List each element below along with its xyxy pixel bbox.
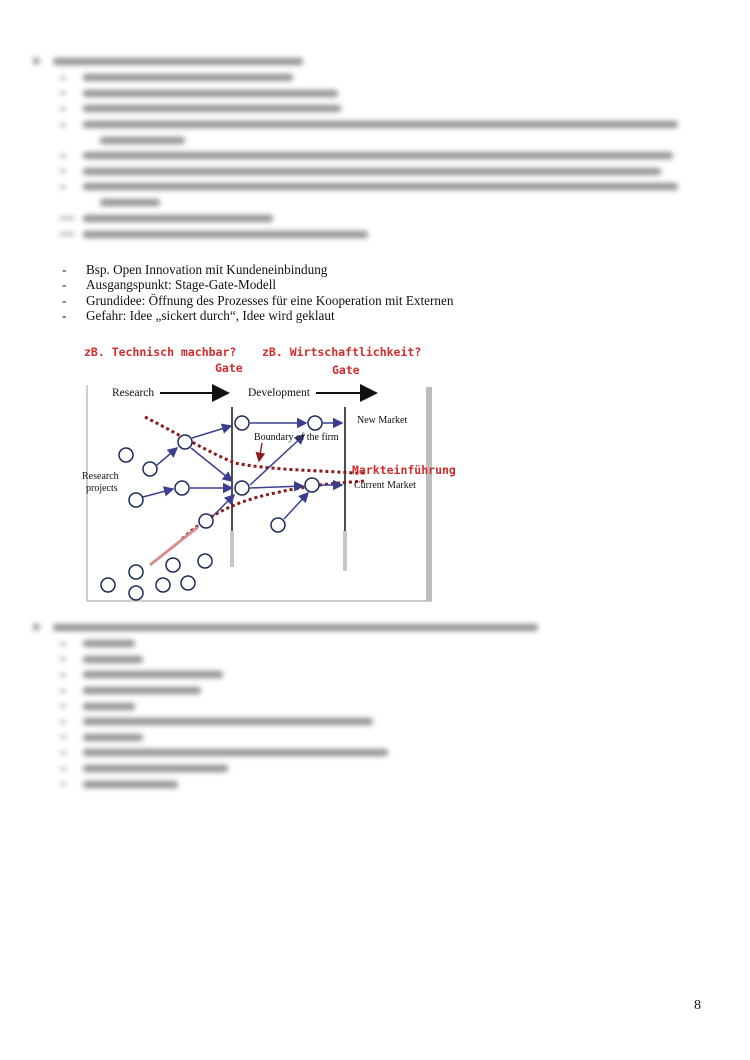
blurred-row [60, 226, 678, 242]
blurred-row [60, 70, 678, 86]
bullet-list [62, 262, 453, 324]
list-item: - Ausgangspunkt: Stage-Gate-Modell [62, 277, 277, 293]
blurred-row [60, 652, 538, 668]
blurred-row [60, 683, 538, 699]
development-stage-label: Development [248, 387, 310, 399]
blurred-row [60, 179, 678, 195]
boundary-label: Boundary of the firm [254, 432, 339, 443]
gate2-word: Gate [332, 363, 360, 377]
blurred-row [60, 117, 678, 133]
blurred-row [60, 148, 678, 164]
blurred-section-bottom [34, 618, 538, 792]
blurred-heading [34, 618, 538, 636]
research-projects-label-2: projects [86, 483, 118, 494]
blurred-row [60, 730, 538, 746]
blurred-section-top [34, 52, 678, 242]
blurred-row [60, 210, 678, 226]
current-market-label: Current Market [354, 480, 416, 491]
arrow-bullet-icon [34, 623, 41, 631]
gate2-annotation: zB. Wirtschaftlichkeit? [262, 345, 422, 359]
blurred-row [60, 667, 538, 683]
blurred-row [60, 636, 538, 652]
blurred-row [60, 714, 538, 730]
blurred-heading [34, 52, 678, 70]
blurred-row [60, 745, 538, 761]
blurred-text [53, 58, 303, 65]
list-item: - Bsp. Open Innovation mit Kundeneinbindung [62, 262, 328, 277]
list-item: - Grundidee: Öffnung des Prozesses für eine Kooperation mit Externen [62, 292, 454, 308]
markteinfuehrung-annotation: Markteinführung [352, 463, 456, 477]
blurred-row [60, 86, 678, 102]
blurred-row [60, 761, 538, 777]
open-innovation-diagram [70, 335, 456, 610]
gate1-annotation: zB. Technisch machbar? [84, 345, 237, 359]
blurred-row [100, 195, 678, 211]
blurred-row [60, 776, 538, 792]
blurred-row [100, 132, 678, 148]
arrow-bullet-icon [34, 57, 41, 65]
blurred-row [60, 101, 678, 117]
page-number: 8 [694, 998, 701, 1013]
list-item: - Gefahr: Idee „sickert durch“, Idee wird geklaut [62, 308, 335, 324]
research-projects-label-1: Research [82, 471, 119, 482]
gate1-word: Gate [215, 361, 243, 375]
research-stage-label: Research [112, 387, 155, 399]
blurred-row [60, 698, 538, 714]
blurred-row [60, 164, 678, 180]
new-market-label: New Market [357, 415, 408, 426]
